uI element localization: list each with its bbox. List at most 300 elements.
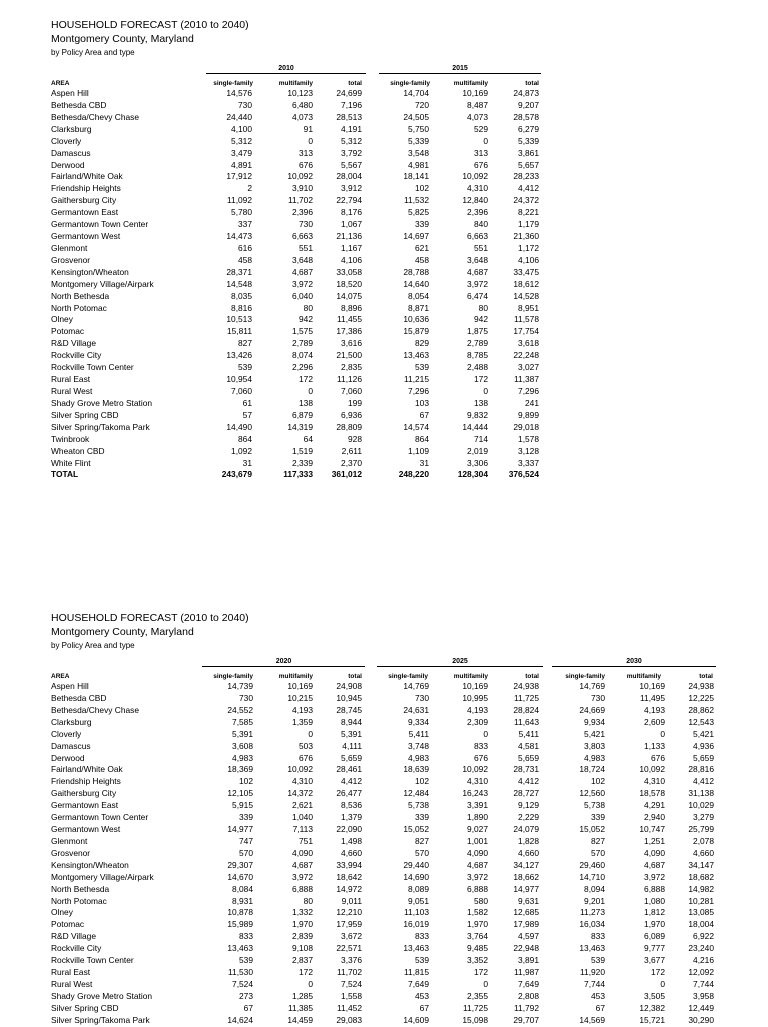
table-cell: 539 [415,955,429,966]
table-cell: 8,951 [518,302,539,313]
table-cell: 313 [299,147,313,158]
table-cell: 458 [238,254,252,265]
table-cell: 9,631 [518,895,539,906]
table-cell: 7,524 [232,979,253,989]
table-row [0,693,768,705]
table-cell: 24,938 [513,681,539,691]
area-name: Rural West [51,386,93,396]
table-cell: 13,463 [579,943,605,954]
table-cell: 5,659 [693,752,714,763]
table-row [0,160,768,172]
table-cell: 14,670 [227,871,253,882]
table-cell: 4,106 [341,254,362,265]
table-cell: 11,126 [337,374,362,385]
table-cell: 0 [308,979,313,989]
table-cell: 28,731 [513,764,539,775]
table-cell: 529 [474,123,488,134]
area-name: Montgomery Village/Airpark [51,278,154,289]
table-cell: 24,873 [513,88,539,98]
table-cell: 12,382 [639,1002,665,1013]
table-row [0,374,768,386]
table-cell: 17,754 [513,326,539,337]
area-name: White Flint [51,457,91,468]
table-cell: 2,396 [292,207,313,218]
table-cell: 34,147 [688,859,714,870]
table-cell: 1,040 [292,812,313,823]
table-row [0,183,768,195]
table-cell: 80 [303,302,313,313]
table-cell: 7,296 [518,386,539,396]
table-cell: 15,098 [462,1014,488,1025]
table-cell: 339 [415,812,429,823]
table-row [0,764,768,776]
table-cell: 10,169 [462,681,488,691]
table-row [0,434,768,446]
table-cell: 2,789 [467,338,488,349]
table-cell: 6,089 [644,931,665,942]
area-name: Grosvenor [51,847,91,858]
table-cell: 4,412 [341,776,362,787]
table-cell: 14,609 [403,1014,429,1025]
table-cell: 1,001 [467,835,488,846]
table-cell: 17,989 [513,919,539,930]
table-cell: 2,839 [292,931,313,942]
area-name: Rockville City [51,350,102,361]
table-cell: 458 [415,254,429,265]
table-cell: 10,092 [287,171,313,182]
table-row [0,860,768,872]
table-cell: 313 [474,147,488,158]
table-cell: 2,621 [292,800,313,811]
table-cell: 102 [415,776,429,787]
table-cell: 1,498 [341,835,362,846]
table-cell: 1,172 [518,242,539,253]
area-name: Germantown Town Center [51,812,149,823]
table-row [0,717,768,729]
table-cell: 11,273 [580,907,605,918]
table-cell: 7,060 [231,386,252,396]
table-cell: 339 [415,219,429,230]
table-cell: 616 [238,242,252,253]
table-cell: 551 [299,242,313,253]
column-header-multifamily: multifamily [278,80,313,87]
table-row [0,896,768,908]
table-cell: 539 [591,955,605,966]
area-name: Germantown East [51,800,119,811]
forecast-sheet-2020-2030 [0,600,768,1024]
table-cell: 551 [474,242,488,253]
report-title: HOUSEHOLD FORECAST (2010 to 2040) [51,612,249,624]
table-cell: 3,972 [292,278,313,289]
table-cell: 12,449 [688,1002,714,1013]
table-row [0,681,768,693]
area-name: Aspen Hill [51,681,89,691]
table-cell: 2,609 [644,716,665,727]
table-cell: 57 [242,409,252,420]
table-row [0,848,768,860]
table-cell: 730 [299,219,313,230]
table-cell: 14,690 [403,871,429,882]
table-row [0,124,768,136]
table-cell: 24,552 [227,704,253,715]
area-name: Gaithersburg City [51,195,117,206]
table-cell: 12,840 [462,195,488,206]
table-cell: 12,543 [688,716,714,727]
table-cell: 4,412 [518,183,539,194]
table-cell: 14,576 [226,88,252,98]
table-cell: 1,285 [292,990,313,1001]
table-cell: 29,018 [513,421,539,432]
table-row [0,907,768,919]
table-cell: 9,207 [518,99,539,110]
table-cell: 128,304 [457,469,488,480]
table-cell: 3,391 [467,800,488,811]
table-cell: 18,578 [639,788,665,799]
table-cell: 1,582 [467,907,488,918]
table-cell: 6,888 [292,883,313,894]
table-row [0,314,768,326]
table-cell: 4,193 [644,704,665,715]
table-cell: 4,891 [231,159,252,170]
table-cell: 273 [239,990,253,1001]
table-row [0,207,768,219]
table-row [0,422,768,434]
table-cell: 28,727 [513,788,539,799]
table-cell: 4,310 [467,776,488,787]
table-row [0,812,768,824]
table-cell: 21,360 [513,231,539,242]
table-cell: 13,463 [403,943,429,954]
table-cell: 4,687 [467,266,488,277]
table-cell: 339 [591,812,605,823]
table-cell: 7,649 [518,979,539,989]
area-name: Damascus [51,147,91,158]
table-cell: 3,616 [341,338,362,349]
table-cell: 3,792 [341,147,362,158]
table-cell: 29,083 [336,1014,362,1025]
table-cell: 1,828 [518,835,539,846]
table-cell: 3,972 [467,871,488,882]
table-cell: 14,710 [579,871,605,882]
area-name: Silver Spring CBD [51,409,119,420]
table-cell: 17,386 [336,326,362,337]
table-cell: 24,938 [688,681,714,691]
table-cell: 3,618 [518,338,539,349]
table-row [0,776,768,788]
table-cell: 5,738 [408,800,429,811]
table-cell: 503 [299,740,313,751]
table-cell: 8,944 [341,716,362,727]
area-name: Fairland/White Oak [51,171,123,182]
table-cell: 8,054 [408,290,429,301]
table-cell: 3,505 [644,990,665,1001]
table-cell: 0 [308,135,313,146]
table-cell: 10,747 [639,824,665,835]
table-cell: 11,385 [288,1002,313,1013]
table-cell: 5,391 [232,728,253,739]
area-name: Shady Grove Metro Station [51,990,153,1001]
table-cell: 539 [239,955,253,966]
table-cell: 539 [415,362,429,373]
table-cell: 4,687 [292,266,313,277]
table-cell: 4,073 [292,111,313,122]
table-cell: 22,090 [336,824,362,835]
table-cell: 3,910 [292,183,313,194]
table-cell: 2,229 [518,812,539,823]
table-cell: 8,931 [232,895,253,906]
table-cell: 3,608 [232,740,253,751]
table-cell: 5,411 [408,728,429,739]
table-cell: 3,352 [467,955,488,966]
table-cell: 3,648 [292,254,313,265]
table-cell: 67 [419,409,429,420]
table-row [0,112,768,124]
table-cell: 14,624 [227,1014,253,1025]
column-header-single-family: single-family [213,673,253,680]
table-cell: 13,463 [227,943,253,954]
table-cell: 4,193 [467,704,488,715]
table-cell: 15,052 [403,824,429,835]
table-cell: 0 [660,979,665,989]
table-cell: 10,945 [336,692,362,703]
table-cell: 4,660 [341,847,362,858]
table-cell: 9,777 [644,943,665,954]
area-name: Olney [51,907,73,918]
table-cell: 8,035 [231,290,252,301]
table-row [0,458,768,470]
table-cell: 0 [483,386,488,396]
table-cell: 6,922 [693,931,714,942]
table-cell: 720 [415,99,429,110]
table-cell: 9,027 [467,824,488,835]
table-cell: 67 [243,1002,253,1013]
table-cell: 0 [483,135,488,146]
table-cell: 1,251 [644,835,665,846]
table-cell: 4,687 [292,859,313,870]
table-cell: 2,396 [467,207,488,218]
table-cell: 9,934 [584,716,605,727]
table-cell: 6,879 [292,409,313,420]
table-cell: 241 [525,397,539,408]
table-cell: 14,569 [579,1014,605,1025]
table-cell: 9,051 [408,895,429,906]
table-cell: 3,912 [341,183,362,194]
table-cell: 5,421 [693,728,714,739]
table-cell: 199 [348,397,362,408]
table-cell: 9,201 [584,895,605,906]
area-name: North Potomac [51,302,107,313]
table-cell: 29,440 [403,859,429,870]
table-cell: 21,500 [336,350,362,361]
table-cell: 11,452 [337,1002,362,1013]
table-cell: 3,027 [518,362,539,373]
table-cell: 4,412 [693,776,714,787]
column-header-multifamily: multifamily [453,80,488,87]
table-row [0,148,768,160]
table-cell: 833 [239,931,253,942]
table-cell: 7,060 [341,386,362,396]
area-name: Olney [51,314,73,325]
table-cell: 4,660 [693,847,714,858]
table-cell: 3,128 [518,445,539,456]
table-cell: 8,816 [231,302,252,313]
area-name: R&D Village [51,931,96,942]
table-cell: 4,936 [693,740,714,751]
area-name: Derwood [51,752,85,763]
table-cell: 243,679 [221,469,252,480]
table-cell: 24,505 [403,111,429,122]
table-cell: 16,019 [403,919,429,930]
table-cell: 8,221 [518,207,539,218]
table-cell: 28,862 [688,704,714,715]
table-cell: 61 [242,397,252,408]
table-cell: 1,558 [341,990,362,1001]
table-cell: 829 [415,338,429,349]
table-cell: 10,513 [226,314,252,325]
table-cell: 1,519 [292,445,313,456]
table-row [0,350,768,362]
table-cell: 11,578 [514,314,539,325]
table-cell: 376,524 [508,469,539,480]
table-cell: 6,480 [292,99,313,110]
table-cell: 10,123 [287,88,313,98]
report-subtitle: Montgomery County, Maryland [51,626,194,638]
area-name: TOTAL [51,469,79,480]
table-cell: 833 [415,931,429,942]
column-header-area: AREA [51,80,70,87]
table-cell: 28,461 [336,764,362,775]
table-row [0,362,768,374]
table-cell: 7,113 [292,824,313,835]
area-name: North Potomac [51,895,107,906]
column-header-total: total [525,80,539,87]
table-cell: 942 [299,314,313,325]
column-header-multifamily: multifamily [453,673,488,680]
table-cell: 5,780 [231,207,252,218]
area-name: Cloverly [51,728,82,739]
report-title: HOUSEHOLD FORECAST (2010 to 2040) [51,19,249,31]
table-cell: 9,899 [518,409,539,420]
table-cell: 3,891 [518,955,539,966]
table-cell: 4,193 [292,704,313,715]
table-cell: 10,092 [639,764,665,775]
table-cell: 34,127 [513,859,539,870]
area-name: Silver Spring/Takoma Park [51,421,150,432]
table-row [0,705,768,717]
table-cell: 10,281 [688,895,714,906]
table-cell: 1,359 [292,716,313,727]
table-cell: 1,080 [644,895,665,906]
table-cell: 1,179 [518,219,539,230]
table-cell: 827 [415,835,429,846]
table-cell: 833 [591,931,605,942]
table-cell: 6,474 [467,290,488,301]
table-cell: 10,878 [227,907,253,918]
table-cell: 3,972 [467,278,488,289]
table-cell: 11,643 [514,716,539,727]
table-cell: 4,090 [292,847,313,858]
column-header-total: total [699,673,713,680]
table-cell: 4,100 [231,123,252,134]
table-cell: 453 [591,990,605,1001]
column-header-multifamily: multifamily [278,673,313,680]
table-cell: 17,959 [336,919,362,930]
table-cell: 5,339 [518,135,539,146]
table-cell: 15,052 [579,824,605,835]
table-cell: 3,748 [408,740,429,751]
table-cell: 28,816 [688,764,714,775]
area-name: Rural East [51,374,91,385]
table-cell: 17,912 [226,171,252,182]
table-total-row [0,469,768,481]
area-name: Rockville Town Center [51,955,134,966]
table-cell: 9,108 [292,943,313,954]
table-cell: 840 [474,219,488,230]
table-cell: 11,387 [514,374,539,385]
table-cell: 13,085 [688,907,714,918]
table-cell: 7,585 [232,716,253,727]
report-by-line: by Policy Area and type [51,48,135,57]
table-cell: 3,803 [584,740,605,751]
table-cell: 172 [299,374,313,385]
table-cell: 751 [299,835,313,846]
table-cell: 18,642 [336,871,362,882]
year-underline [377,666,543,667]
table-cell: 80 [303,895,313,906]
table-row [0,243,768,255]
area-name: North Bethesda [51,290,110,301]
table-cell: 14,769 [403,681,429,691]
table-cell: 14,528 [513,290,539,301]
table-cell: 7,744 [693,979,714,989]
table-cell: 0 [308,386,313,396]
table-row [0,195,768,207]
table-cell: 1,812 [644,907,665,918]
table-cell: 6,279 [518,123,539,134]
table-cell: 22,248 [513,350,539,361]
table-cell: 570 [415,847,429,858]
table-cell: 3,279 [693,812,714,823]
table-cell: 80 [478,302,488,313]
table-cell: 14,697 [403,231,429,242]
table-cell: 9,485 [467,943,488,954]
area-name: Germantown East [51,207,119,218]
table-cell: 14,972 [336,883,362,894]
table-row [0,446,768,458]
table-cell: 172 [299,967,313,978]
table-cell: 172 [474,967,488,978]
table-cell: 8,536 [341,800,362,811]
area-name: Shady Grove Metro Station [51,397,153,408]
table-cell: 3,548 [408,147,429,158]
table-cell: 621 [415,242,429,253]
table-cell: 11,702 [337,967,362,978]
table-cell: 4,310 [292,776,313,787]
column-header-total: total [348,673,362,680]
table-cell: 3,764 [467,931,488,942]
table-cell: 22,794 [336,195,362,206]
table-cell: 4,111 [342,740,362,751]
table-cell: 1,332 [292,907,313,918]
table-cell: 11,725 [514,692,539,703]
table-cell: 31,138 [688,788,714,799]
area-name: Bethesda CBD [51,692,107,703]
table-cell: 7,196 [341,99,362,110]
table-cell: 10,954 [226,374,252,385]
table-cell: 6,888 [644,883,665,894]
table-cell: 1,167 [341,242,362,253]
table-cell: 30,290 [688,1014,714,1025]
